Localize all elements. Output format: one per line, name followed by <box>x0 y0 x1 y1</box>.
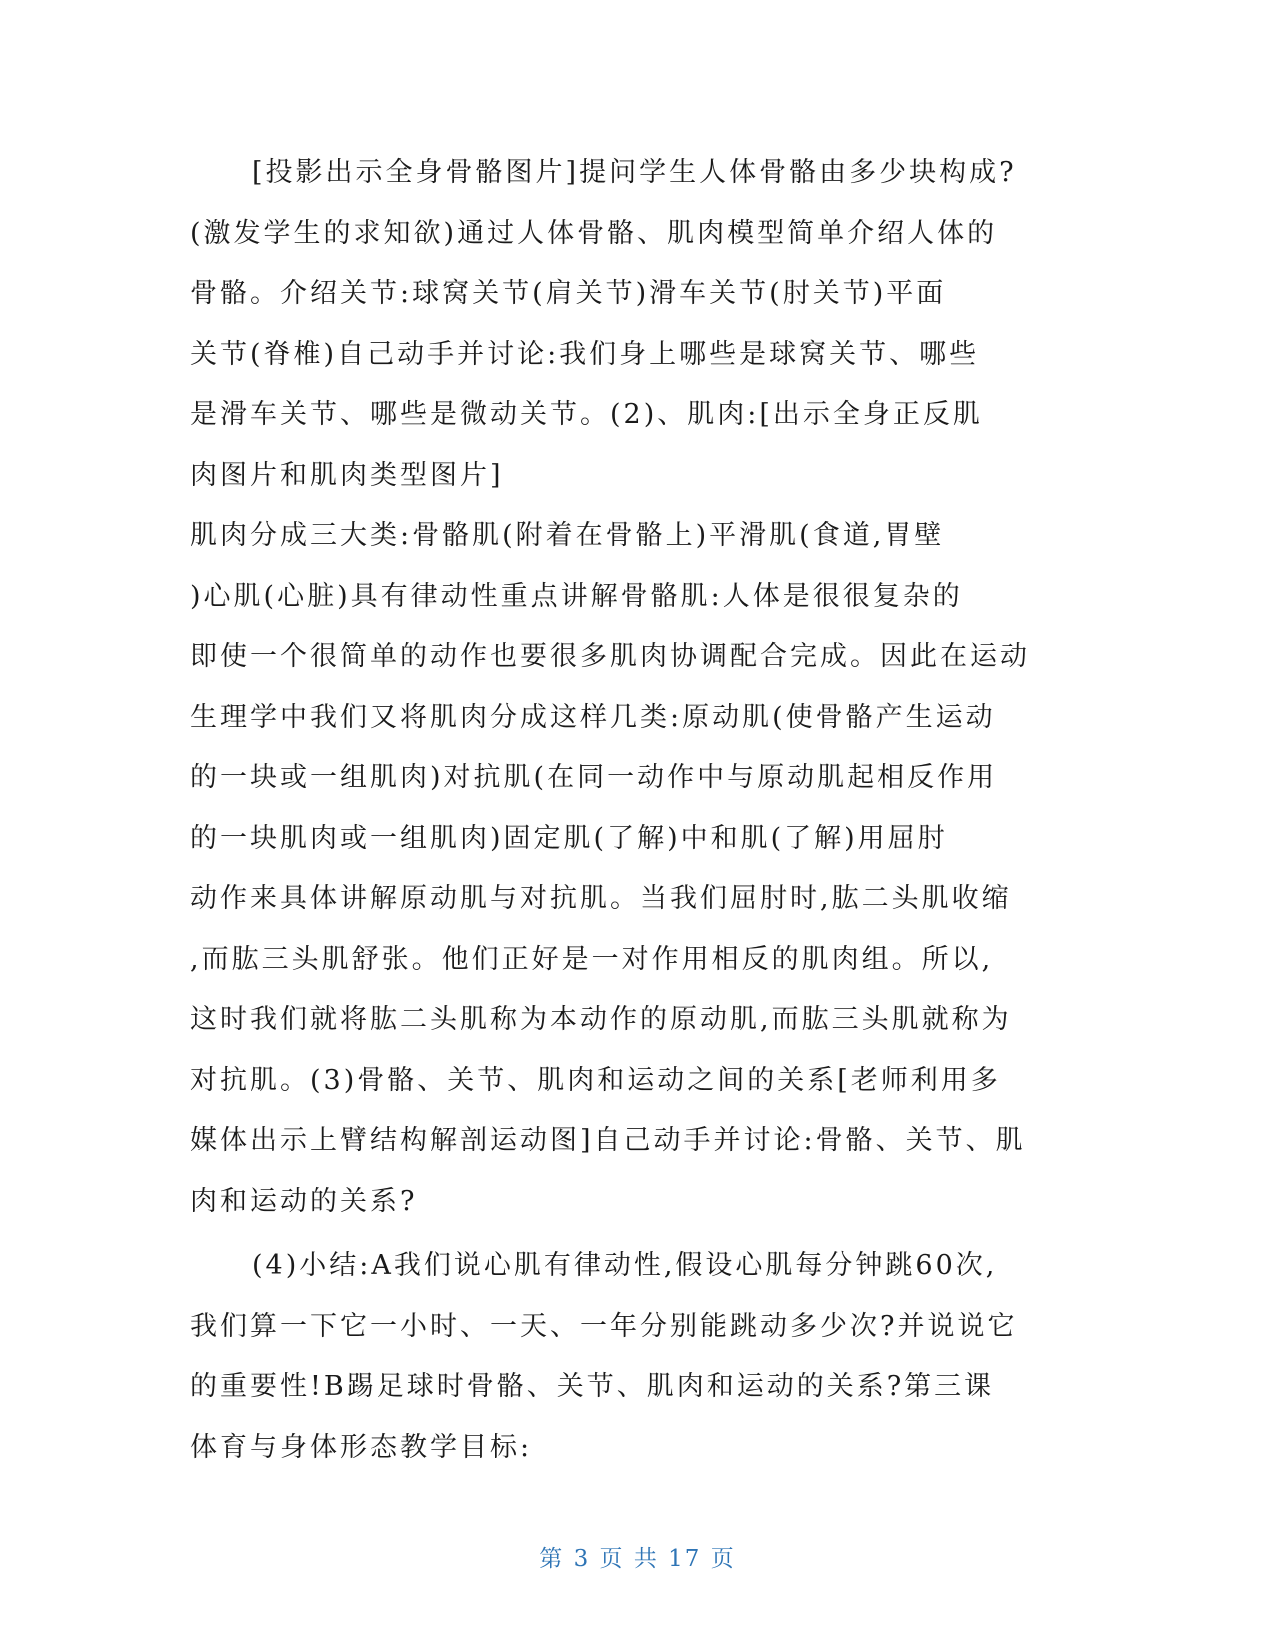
text-line: 肉图片和肌肉类型图片] <box>190 459 504 491</box>
text-line: 媒体出示上臂结构解剖运动图]自己动手并讨论:骨骼、关节、肌 <box>190 1125 1026 1156</box>
text-line: 骨骼。介绍关节:球窝关节(肩关节)滑车关节(肘关节)平面 <box>190 278 947 309</box>
text-line: 的重要性!B踢足球时骨骼、关节、肌肉和运动的关系?第三课 <box>190 1371 995 1402</box>
text-line: 肌肉分成三大类:骨骼肌(附着在骨骼上)平滑肌(食道,胃壁 <box>190 520 945 551</box>
text-line: 这时我们就将肱二头肌称为本动作的原动肌,而肱三头肌就称为 <box>190 1004 1012 1035</box>
text-line: )心肌(心脏)具有律动性重点讲解骨骼肌:人体是很很复杂的 <box>190 580 963 612</box>
text-line: 我们算一下它一小时、一天、一年分别能跳动多少次?并说说它 <box>190 1310 1018 1342</box>
body-text <box>190 143 1090 1478</box>
text-line: ,而肱三头肌舒张。他们正好是一对作用相反的肌肉组。所以, <box>190 943 994 975</box>
text-line: 对抗肌。(3)骨骼、关节、肌肉和运动之间的关系[老师利用多 <box>190 1064 1001 1096</box>
text-line: 的一块或一组肌肉)对抗肌(在同一动作中与原动肌起相反作用 <box>190 762 998 793</box>
text-line: 动作来具体讲解原动肌与对抗肌。当我们屈肘时,肱二头肌收缩 <box>190 883 1012 914</box>
text-line: 的一块肌肉或一组肌肉)固定肌(了解)中和肌(了解)用屈肘 <box>190 822 948 854</box>
text-line: 体育与身体形态教学目标: <box>190 1431 533 1463</box>
text-line: 即使一个很简单的动作也要很多肌肉协调配合完成。因此在运动 <box>190 641 1030 672</box>
text-line: (4)小结:A我们说心肌有律动性,假设心肌每分钟跳60次, <box>252 1250 998 1281</box>
text-line: 生理学中我们又将肌肉分成这样几类:原动肌(使骨骼产生运动 <box>190 701 996 733</box>
text-line: 是滑车关节、哪些是微动关节。(2)、肌肉:[出示全身正反肌 <box>190 399 983 430</box>
text-line: [投影出示全身骨骼图片]提问学生人体骨骼由多少块构成? <box>252 157 1017 188</box>
page-number-footer: 第 3 页 共 17 页 <box>539 1546 736 1572</box>
text-line: 肉和运动的关系? <box>190 1185 418 1217</box>
text-line: (激发学生的求知欲)通过人体骨骼、肌肉模型简单介绍人体的 <box>190 217 998 249</box>
text-line: 关节(脊椎)自己动手并讨论:我们身上哪些是球窝关节、哪些 <box>190 338 980 370</box>
